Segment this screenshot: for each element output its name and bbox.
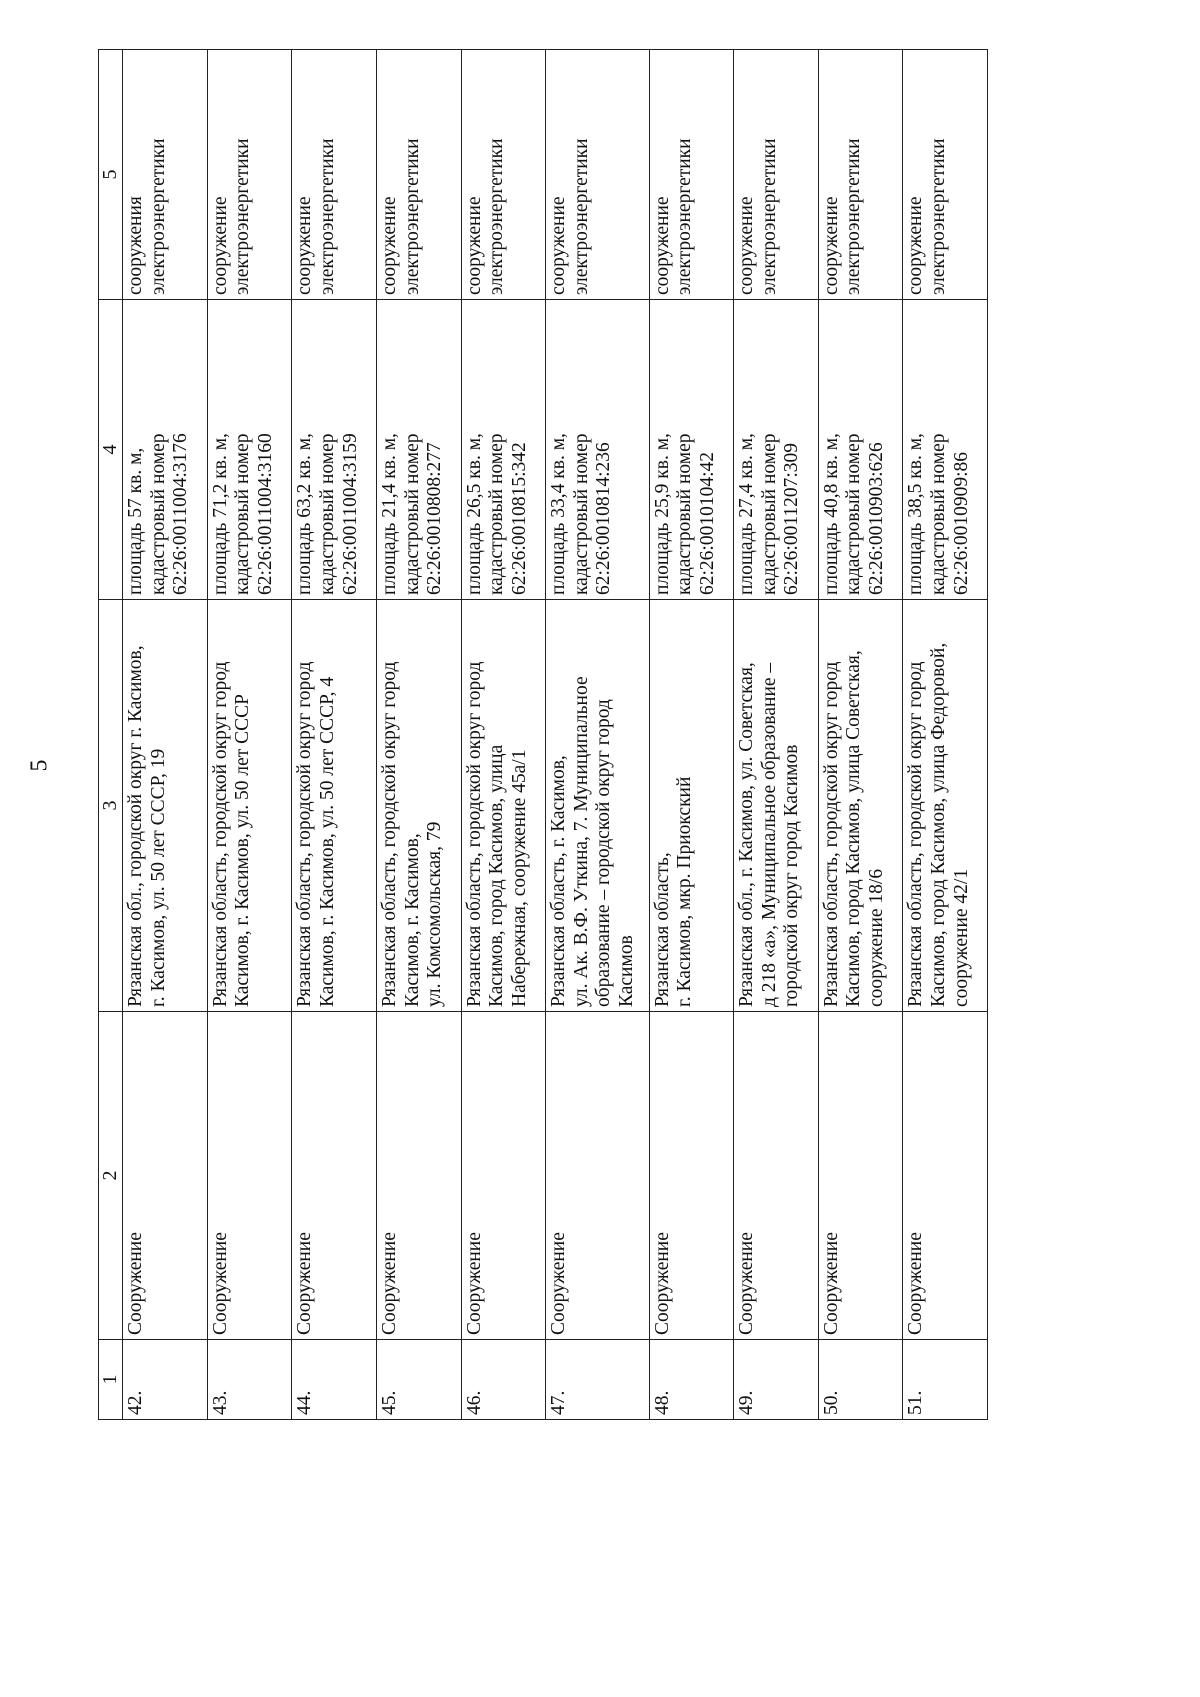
object-address: Рязанская область, городской округ город Касимов, г. Касимов, ул. Комсомольская, 79 — [376, 600, 461, 1012]
row-number: 42. — [123, 1340, 208, 1420]
object-address: Рязанская обл., г. Касимов, ул. Советская, д 218 «а», Муниципальное образование – городской округ город Касимов — [734, 600, 819, 1012]
object-type: Сооружение — [123, 1012, 208, 1340]
object-address: Рязанская обл., городской округ г. Касимов, г. Касимов, ул. 50 лет СССР, 19 — [123, 600, 208, 1012]
object-purpose: сооружения электроэнергетики — [123, 50, 208, 300]
object-type: Сооружение — [734, 1012, 819, 1340]
column-header: 4 — [99, 300, 123, 600]
row-number: 44. — [292, 1340, 377, 1420]
column-header: 3 — [99, 600, 123, 1012]
table-row — [123, 50, 208, 1420]
object-characteristics: площадь 26,5 кв. м, кадастровый номер 62:26:0010815:342 — [461, 300, 546, 600]
column-header: 1 — [99, 1340, 123, 1420]
object-purpose: сооружение электроэнергетики — [546, 50, 650, 300]
row-number: 47. — [546, 1340, 650, 1420]
object-address: Рязанская область, городской округ город Касимов, г. Касимов, ул. 50 лет СССР, 4 — [292, 600, 377, 1012]
row-number: 43. — [207, 1340, 292, 1420]
page-number: 5 — [26, 759, 53, 772]
object-purpose: сооружение электроэнергетики — [207, 50, 292, 300]
object-purpose: сооружение электроэнергетики — [461, 50, 546, 300]
object-purpose: сооружение электроэнергетики — [903, 50, 988, 300]
object-type: Сооружение — [903, 1012, 988, 1340]
row-number: 46. — [461, 1340, 546, 1420]
object-purpose: сооружение электроэнергетики — [734, 50, 819, 300]
column-header: 5 — [99, 50, 123, 300]
table-row — [649, 50, 734, 1420]
table-row — [376, 50, 461, 1420]
object-address: Рязанская область, г. Касимов, мкр. Приокский — [649, 600, 734, 1012]
row-number: 49. — [734, 1340, 819, 1420]
row-number: 51. — [903, 1340, 988, 1420]
object-type: Сооружение — [649, 1012, 734, 1340]
registry-table — [98, 49, 988, 1420]
object-characteristics: площадь 21,4 кв. м, кадастровый номер 62:26:0010808:277 — [376, 300, 461, 600]
object-purpose: сооружение электроэнергетики — [292, 50, 377, 300]
registry-table-rotated — [98, 50, 988, 1420]
table-row — [734, 50, 819, 1420]
object-purpose: сооружение электроэнергетики — [376, 50, 461, 300]
row-number: 48. — [649, 1340, 734, 1420]
object-type: Сооружение — [461, 1012, 546, 1340]
object-type: Сооружение — [546, 1012, 650, 1340]
object-characteristics: площадь 25,9 кв. м, кадастровый номер 62:26:0010104:42 — [649, 300, 734, 600]
object-type: Сооружение — [207, 1012, 292, 1340]
object-characteristics: площадь 71,2 кв. м, кадастровый номер 62:26:0011004:3160 — [207, 300, 292, 600]
header-row — [99, 50, 123, 1420]
object-characteristics: площадь 33,4 кв. м, кадастровый номер 62:26:0010814:236 — [546, 300, 650, 600]
row-number: 45. — [376, 1340, 461, 1420]
object-address: Рязанская область, городской округ город Касимов, город Касимов, улица Советская, сооружение 18/6 — [818, 600, 903, 1012]
object-type: Сооружение — [818, 1012, 903, 1340]
object-type: Сооружение — [292, 1012, 377, 1340]
object-address: Рязанская область, городской округ город Касимов, г. Касимов, ул. 50 лет СССР — [207, 600, 292, 1012]
table-row — [818, 50, 903, 1420]
object-purpose: сооружение электроэнергетики — [818, 50, 903, 300]
object-address: Рязанская область, городской округ город Касимов, город Касимов, улица Набережная, сооружение 45а/1 — [461, 600, 546, 1012]
table-row — [903, 50, 988, 1420]
table-row — [207, 50, 292, 1420]
object-address: Рязанская область, городской округ город Касимов, город Касимов, улица Федоровой, сооружение 42/1 — [903, 600, 988, 1012]
object-characteristics: площадь 40,8 кв. м, кадастровый номер 62:26:0010903:626 — [818, 300, 903, 600]
object-characteristics: площадь 57 кв. м, кадастровый номер 62:26:0011004:3176 — [123, 300, 208, 600]
row-number: 50. — [818, 1340, 903, 1420]
column-header: 2 — [99, 1012, 123, 1340]
table-row — [292, 50, 377, 1420]
table-row — [461, 50, 546, 1420]
object-type: Сооружение — [376, 1012, 461, 1340]
object-characteristics: площадь 63,2 кв. м, кадастровый номер 62:26:0011004:3159 — [292, 300, 377, 600]
object-characteristics: площадь 38,5 кв. м, кадастровый номер 62:26:0010909:86 — [903, 300, 988, 600]
object-address: Рязанская область, г. Касимов, ул. Ак. В.Ф. Уткина, 7. Муниципальное образование – городской округ город Касимов — [546, 600, 650, 1012]
table-row — [546, 50, 650, 1420]
table-body — [123, 50, 988, 1420]
object-characteristics: площадь 27,4 кв. м, кадастровый номер 62:26:0011207:309 — [734, 300, 819, 600]
object-purpose: сооружение электроэнергетики — [649, 50, 734, 300]
